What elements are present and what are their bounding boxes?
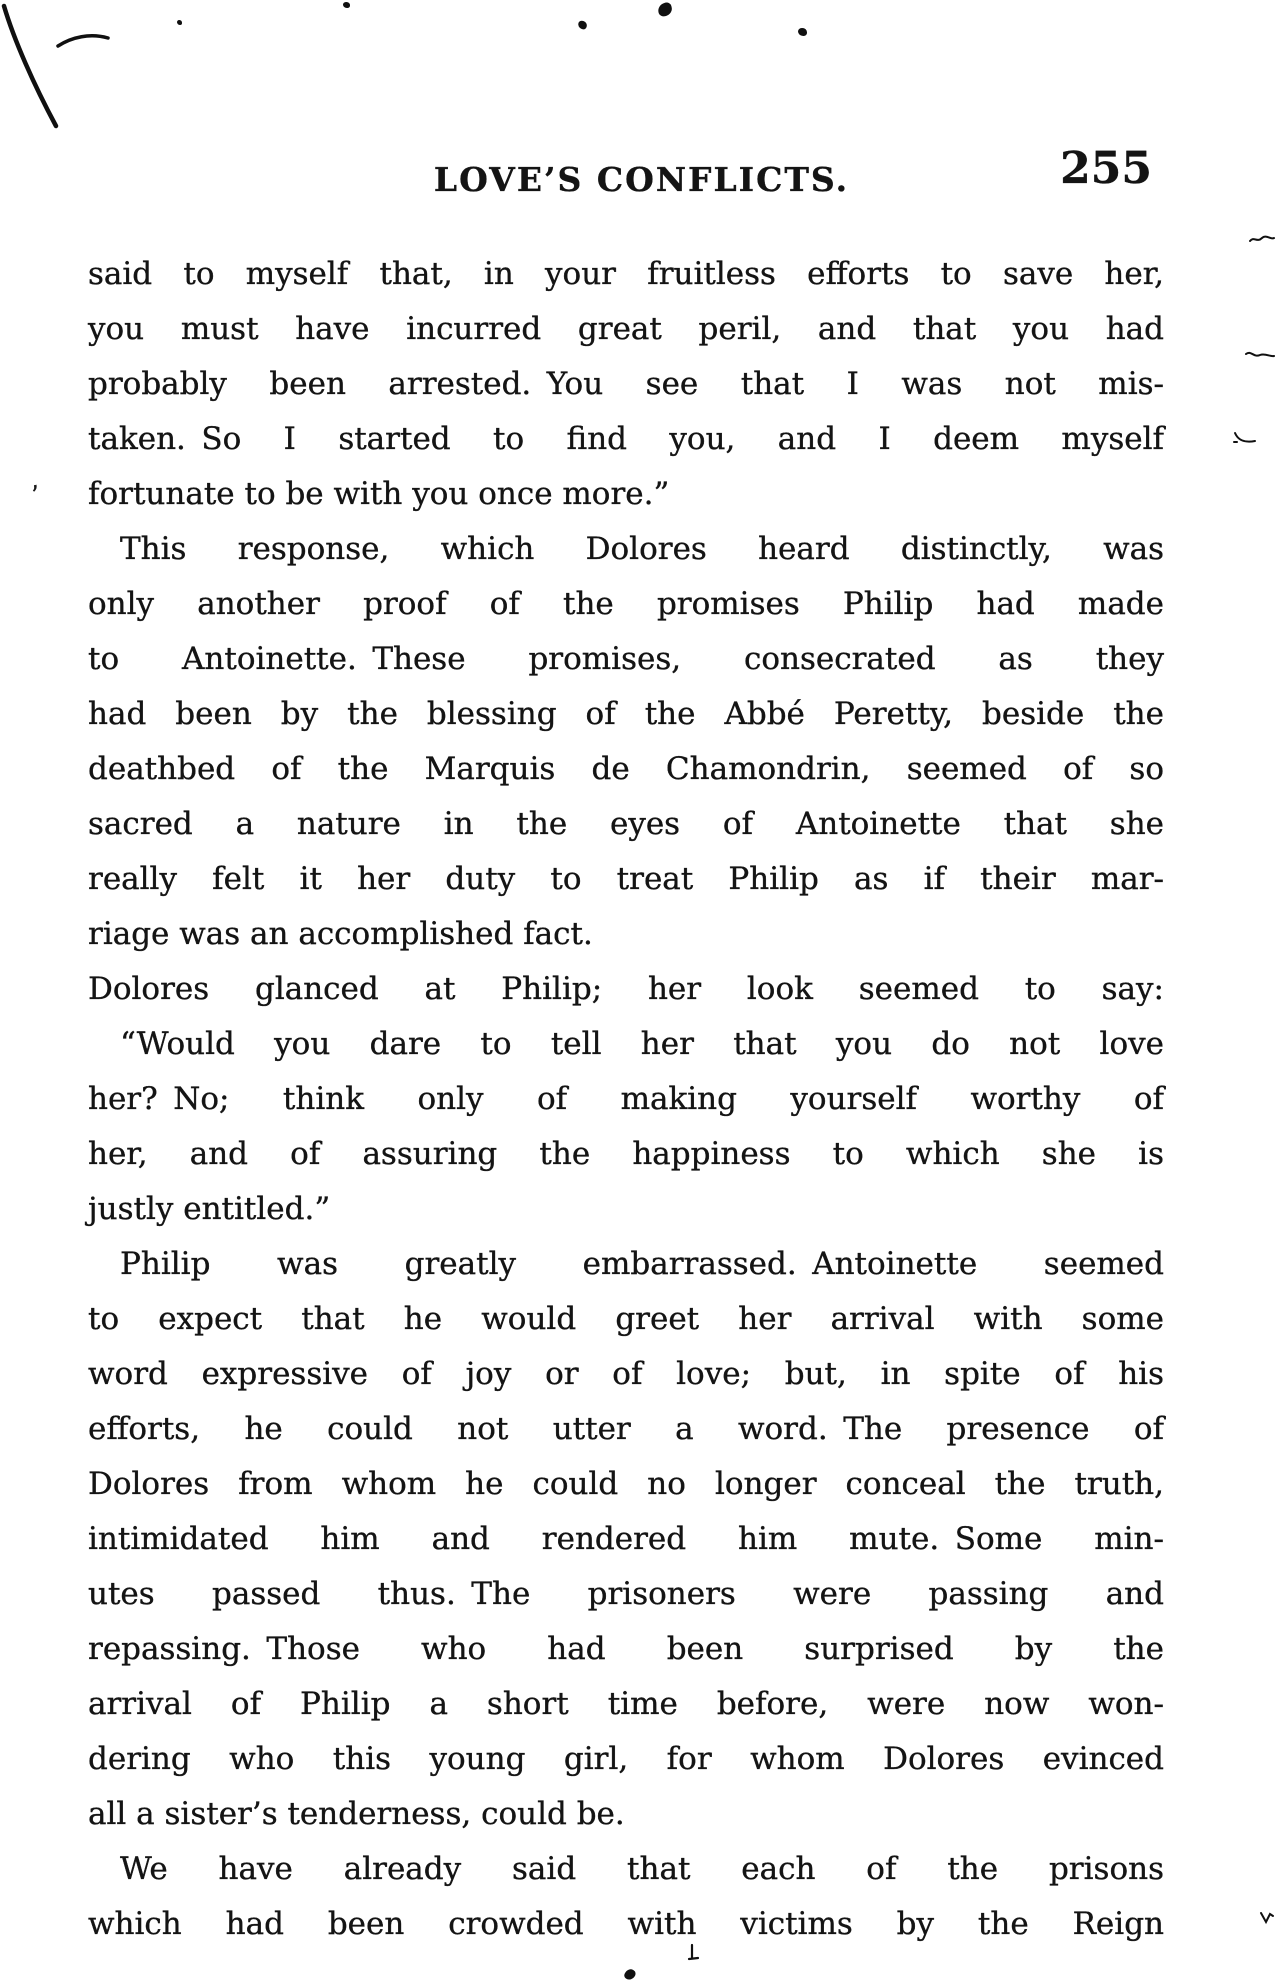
page-number: 255 <box>1060 143 1152 194</box>
text-line: to expect that he would greet her arrival with some <box>88 1301 1164 1337</box>
text-line: to Antoinette. These promises, consecrated as they <box>88 641 1164 677</box>
text-line: “Would you dare to tell her that you do not love <box>120 1026 1164 1062</box>
margin-squiggle-mark <box>1232 430 1258 446</box>
text-line: taken. So I started to find you, and I deem myself <box>88 421 1164 457</box>
text-line: had been by the blessing of the Abbé Peretty, beside the <box>88 696 1164 732</box>
text-line: fortunate to be with you once more.” <box>88 476 670 512</box>
margin-comma-mark: , <box>27 465 41 495</box>
bottom-tick-mark <box>686 1943 702 1963</box>
text-line: riage was an accomplished fact. <box>88 916 593 952</box>
text-line: intimidated him and rendered him mute. Some min- <box>88 1521 1164 1557</box>
page-text <box>88 247 1164 1952</box>
text-line: justly entitled.” <box>88 1191 331 1227</box>
text-line: word expressive of joy or of love; but, in spite of his <box>88 1356 1164 1392</box>
text-line: probably been arrested. You see that I was not mis- <box>88 366 1164 402</box>
ink-speck <box>577 20 588 31</box>
ink-speck <box>798 28 807 36</box>
text-line: efforts, he could not utter a word. The presence of <box>88 1411 1164 1447</box>
text-line: This response, which Dolores heard distinctly, was <box>120 531 1164 567</box>
ink-speck <box>657 1 674 17</box>
text-line: deathbed of the Marquis de Chamondrin, seemed of so <box>88 751 1164 787</box>
text-line: said to myself that, in your fruitless efforts to save her, <box>88 256 1164 292</box>
pen-stroke-mark <box>0 0 130 145</box>
text-line: Dolores from whom he could no longer conceal the truth, <box>88 1466 1164 1502</box>
text-line: her? No; think only of making yourself worthy of <box>88 1081 1164 1117</box>
ink-speck <box>343 2 350 8</box>
margin-squiggle-mark <box>1248 232 1276 246</box>
text-line: her, and of assuring the happiness to which she is <box>88 1136 1164 1172</box>
text-line: Philip was greatly embarrassed. Antoinette seemed <box>120 1246 1164 1282</box>
text-line: dering who this young girl, for whom Dolores evinced <box>88 1741 1164 1777</box>
text-line: arrival of Philip a short time before, were now won- <box>88 1686 1164 1722</box>
running-header-title: LOVE’S CONFLICTS. <box>433 160 850 199</box>
ink-speck <box>623 1967 637 1982</box>
text-line: sacred a nature in the eyes of Antoinette that she <box>88 806 1164 842</box>
text-line: all a sister’s tenderness, could be. <box>88 1796 625 1832</box>
ink-speck <box>177 20 182 25</box>
text-line: really felt it her duty to treat Philip as if their mar- <box>88 861 1164 897</box>
text-line: utes passed thus. The prisoners were passing and <box>88 1576 1164 1612</box>
text-line: only another proof of the promises Philip had made <box>88 586 1164 622</box>
text-line: We have already said that each of the prisons <box>120 1851 1164 1887</box>
text-line: which had been crowded with victims by the Reign <box>88 1906 1164 1942</box>
v-scribble-mark <box>1258 1910 1276 1926</box>
margin-squiggle-mark <box>1244 348 1276 362</box>
text-line: you must have incurred great peril, and that you had <box>88 311 1164 347</box>
text-line: Dolores glanced at Philip; her look seemed to say: <box>88 971 1164 1007</box>
text-line: repassing. Those who had been surprised by the <box>88 1631 1164 1667</box>
